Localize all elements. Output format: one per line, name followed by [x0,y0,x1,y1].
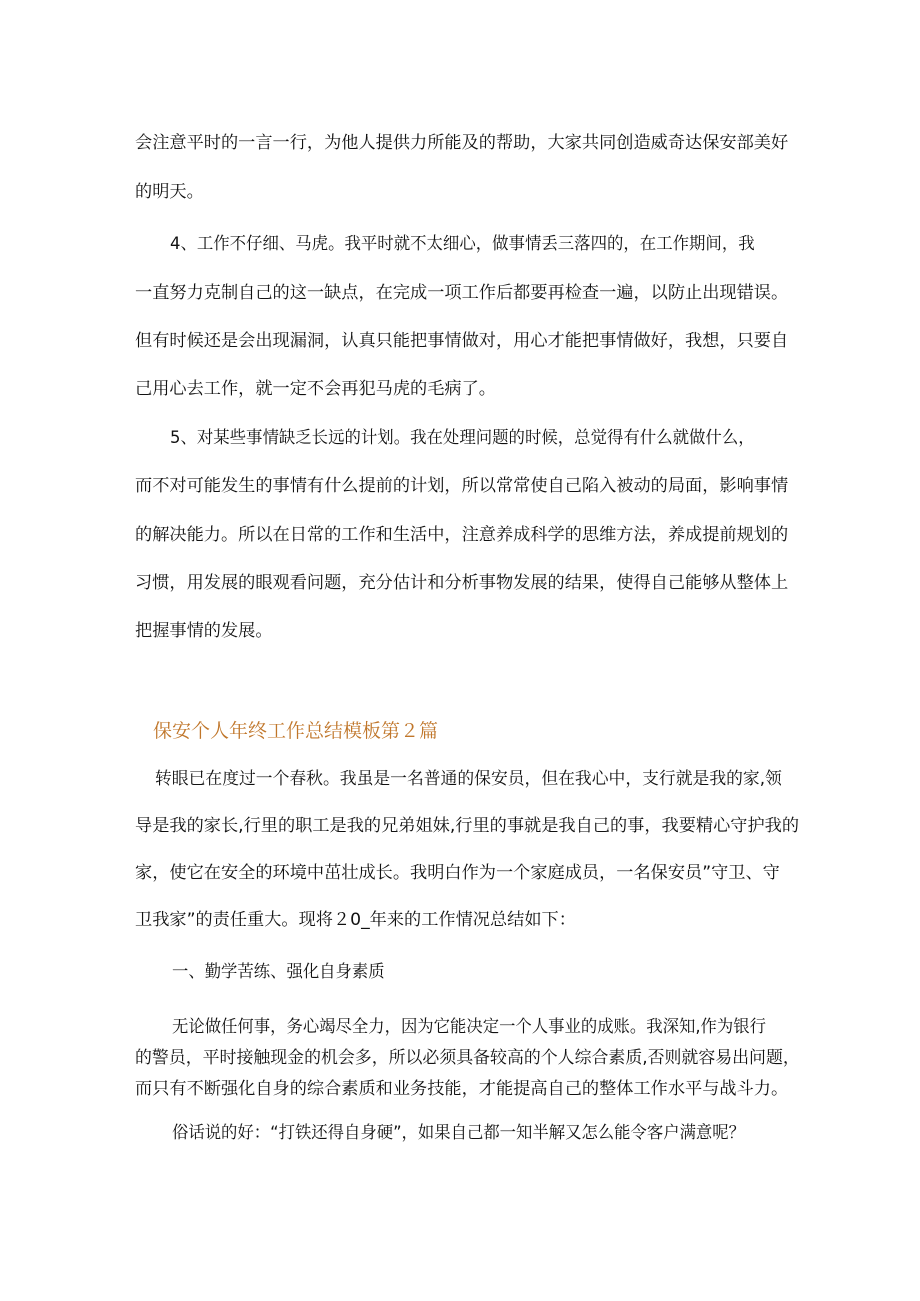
body-line: 会注意平时的一言一行，为他人提供力所能及的帮助，大家共同创造威奇达保安部美好 [135,133,789,153]
body-line: 无论做任何事，务心竭尽全力，因为它能决定一个人事业的成账。我深知,作为银行 [172,1017,766,1037]
intro-line: 转眼已在度过一个春秋。我虽是一名普通的保安员，但在我心中，支行就是我的家,领 [155,769,782,789]
body-line: 而不对可能发生的事情有什么提前的计划，所以常常使自己陷入被动的局面，影响事情 [135,476,789,496]
intro-line: 家，使它在安全的环境中茁壮成长。我明白作为一个家庭成员，一名保安员”守卫、守 [135,863,780,883]
quote-line: 俗话说的好：“打铁还得自身硬”，如果自己都一知半解又怎么能令客户满意呢？ [172,1123,745,1143]
intro-line: 导是我的家长,行里的职工是我的兄弟姐妹,行里的事就是我自己的事，我要精心守护我的 [135,816,800,836]
body-line: 的警员，平时接触现金的机会多，所以必须具备较高的个人综合素质,否则就容易出问题， [135,1048,800,1068]
body-line: 习惯，用发展的眼观看问题，充分估计和分析事物发展的结果，使得自己能够从整体上 [135,573,789,593]
intro-line: 卫我家”的责任重大。现将２0_年来的工作情况总结如下： [135,910,576,930]
body-line: 把握事情的发展。 [135,621,273,641]
body-line: 的明天。 [135,182,204,202]
body-line: 4、工作不仔细、马虎。我平时就不太细心，做事情丢三落四的，在工作期间，我 [170,234,755,254]
subheading: 一、勤学苦练、强化自身素质 [172,962,385,982]
body-line: 但有时候还是会出现漏洞，认真只能把事情做对，用心才能把事情做好，我想，只要自 [135,331,789,351]
body-line: 的解决能力。所以在日常的工作和生活中，注意养成科学的思维方法，养成提前规划的 [135,525,789,545]
body-line: 一直努力克制自己的这一缺点，在完成一项工作后都要再检查一遍，以防止出现错误。 [135,283,789,303]
body-line: 5、对某些事情缺乏长远的计划。我在处理问题的时候，总觉得有什么就做什么， [170,428,755,448]
body-line: 己用心去工作，就一定不会再犯马虎的毛病了。 [135,379,496,399]
body-line: 而只有不断强化自身的综合素质和业务技能，才能提高自己的整体工作水平与战斗力。 [135,1079,789,1099]
section-heading: 保安个人年终工作总结模板第２篇 [153,720,439,742]
